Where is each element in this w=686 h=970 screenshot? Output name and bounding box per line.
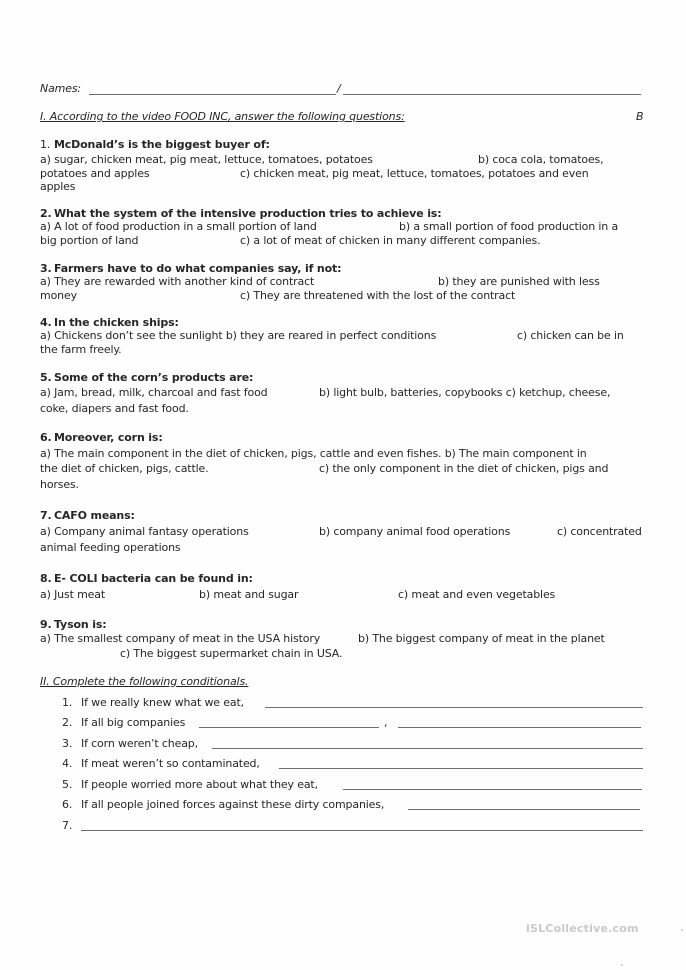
option-c-cont: coke, diapers and fast food. [40, 402, 189, 415]
item-text: If meat weren’t so contaminated, [81, 757, 260, 770]
option-b[interactable]: b) meat and sugar [199, 588, 299, 601]
option-a[interactable]: a) Just meat [40, 588, 106, 601]
question-number: 9. [40, 618, 52, 631]
question-prompt: Tyson is: [54, 618, 107, 631]
option-c-cont: the farm freely. [40, 343, 122, 356]
option-c[interactable]: c) a lot of meat of chicken in many different companies. [240, 234, 541, 247]
option-c[interactable]: c) the only component in the diet of chicken, pigs and [319, 462, 609, 475]
section-1-title: I. According to the video FOOD INC, answer the following questions: [40, 110, 405, 123]
option-c-cont: apples [40, 180, 76, 193]
watermark: iSLCollective.com [526, 922, 639, 935]
name-blank-2[interactable] [343, 94, 641, 95]
item-number: 7. [62, 819, 73, 832]
item-number: 5. [62, 778, 73, 791]
answer-blank[interactable] [408, 809, 640, 810]
names-label: Names: [40, 82, 81, 95]
option-b-cont: big portion of land [40, 234, 139, 247]
option-b[interactable]: b) company animal food operations [319, 525, 511, 538]
option-c-cont: horses. [40, 478, 79, 491]
question-prompt: In the chicken ships: [54, 316, 179, 329]
option-b-c[interactable]: b) light bulb, batteries, copybooks c) ketchup, cheese, [319, 386, 611, 399]
decorative-dot [681, 929, 683, 931]
option-a[interactable]: a) They are rewarded with another kind of contract [40, 275, 315, 288]
question-number: 3. [40, 262, 52, 275]
version-letter: B [636, 110, 644, 123]
option-c[interactable]: c) chicken can be in [517, 329, 624, 342]
question-number: 6. [40, 431, 52, 444]
option-c[interactable]: c) The biggest supermarket chain in USA. [120, 647, 343, 660]
item-text: If all people joined forces against these dirty companies, [81, 798, 385, 811]
option-b[interactable]: b) a small portion of food production in a [399, 220, 619, 233]
option-b-cont: potatoes and apples [40, 167, 150, 180]
item-text: If corn weren’t cheap, [81, 737, 198, 750]
name-blank-1[interactable] [89, 94, 336, 95]
option-b[interactable]: b) The biggest company of meat in the planet [358, 632, 605, 645]
question-number: 7. [40, 509, 52, 522]
item-number: 2. [62, 716, 73, 729]
question-number: 4. [40, 316, 52, 329]
option-a[interactable]: a) The smallest company of meat in the USA history [40, 632, 321, 645]
option-b-cont: the diet of chicken, pigs, cattle. [40, 462, 209, 475]
answer-blank[interactable] [343, 789, 642, 790]
option-a[interactable]: a) sugar, chicken meat, pig meat, lettuce, tomatoes, potatoes [40, 153, 373, 166]
answer-blank-condition[interactable] [199, 727, 379, 728]
option-a[interactable]: a) Jam, bread, milk, charcoal and fast food [40, 386, 268, 399]
option-b[interactable]: b) they are punished with less [438, 275, 600, 288]
question-number: 1. [40, 138, 51, 151]
option-a[interactable]: a) A lot of food production in a small portion of land [40, 220, 317, 233]
answer-blank-result[interactable] [398, 727, 641, 728]
question-prompt: Some of the corn’s products are: [54, 371, 254, 384]
option-c-cont: animal feeding operations [40, 541, 181, 554]
question-prompt: Farmers have to do what companies say, if not: [54, 262, 342, 275]
item-number: 4. [62, 757, 73, 770]
question-prompt: McDonald’s is the biggest buyer of: [54, 138, 270, 151]
answer-blank[interactable] [265, 707, 643, 708]
question-prompt: What the system of the intensive production tries to achieve is: [54, 207, 442, 220]
section-2-title: II. Complete the following conditionals. [40, 675, 249, 688]
option-c[interactable]: c) They are threatened with the lost of the contract [240, 289, 516, 302]
item-number: 3. [62, 737, 73, 750]
answer-blank[interactable] [279, 768, 643, 769]
item-text: If people worried more about what they eat, [81, 778, 318, 791]
option-c[interactable]: c) chicken meat, pig meat, lettuce, tomatoes, potatoes and even [240, 167, 589, 180]
answer-blank[interactable] [212, 748, 643, 749]
item-text: If all big companies [81, 716, 186, 729]
option-b-cont: money [40, 289, 77, 302]
answer-blank[interactable] [81, 830, 643, 831]
option-a-b[interactable]: a) The main component in the diet of chicken, pigs, cattle and even fishes. b) The main component in [40, 447, 587, 460]
item-number: 6. [62, 798, 73, 811]
question-number: 2. [40, 207, 52, 220]
question-number: 8. [40, 572, 52, 585]
option-b[interactable]: b) coca cola, tomatoes, [478, 153, 604, 166]
question-prompt: CAFO means: [54, 509, 135, 522]
option-c[interactable]: c) meat and even vegetables [398, 588, 556, 601]
decorative-dot [621, 964, 623, 966]
comma: , [384, 716, 388, 729]
option-c[interactable]: c) concentrated [557, 525, 642, 538]
option-a-b[interactable]: a) Chickens don’t see the sunlight b) they are reared in perfect conditions [40, 329, 437, 342]
question-number: 5. [40, 371, 52, 384]
question-prompt: Moreover, corn is: [54, 431, 163, 444]
option-a[interactable]: a) Company animal fantasy operations [40, 525, 249, 538]
names-separator: / [337, 82, 341, 95]
item-number: 1. [62, 696, 73, 709]
item-text: If we really knew what we eat, [81, 696, 244, 709]
question-prompt: E- COLI bacteria can be found in: [54, 572, 253, 585]
